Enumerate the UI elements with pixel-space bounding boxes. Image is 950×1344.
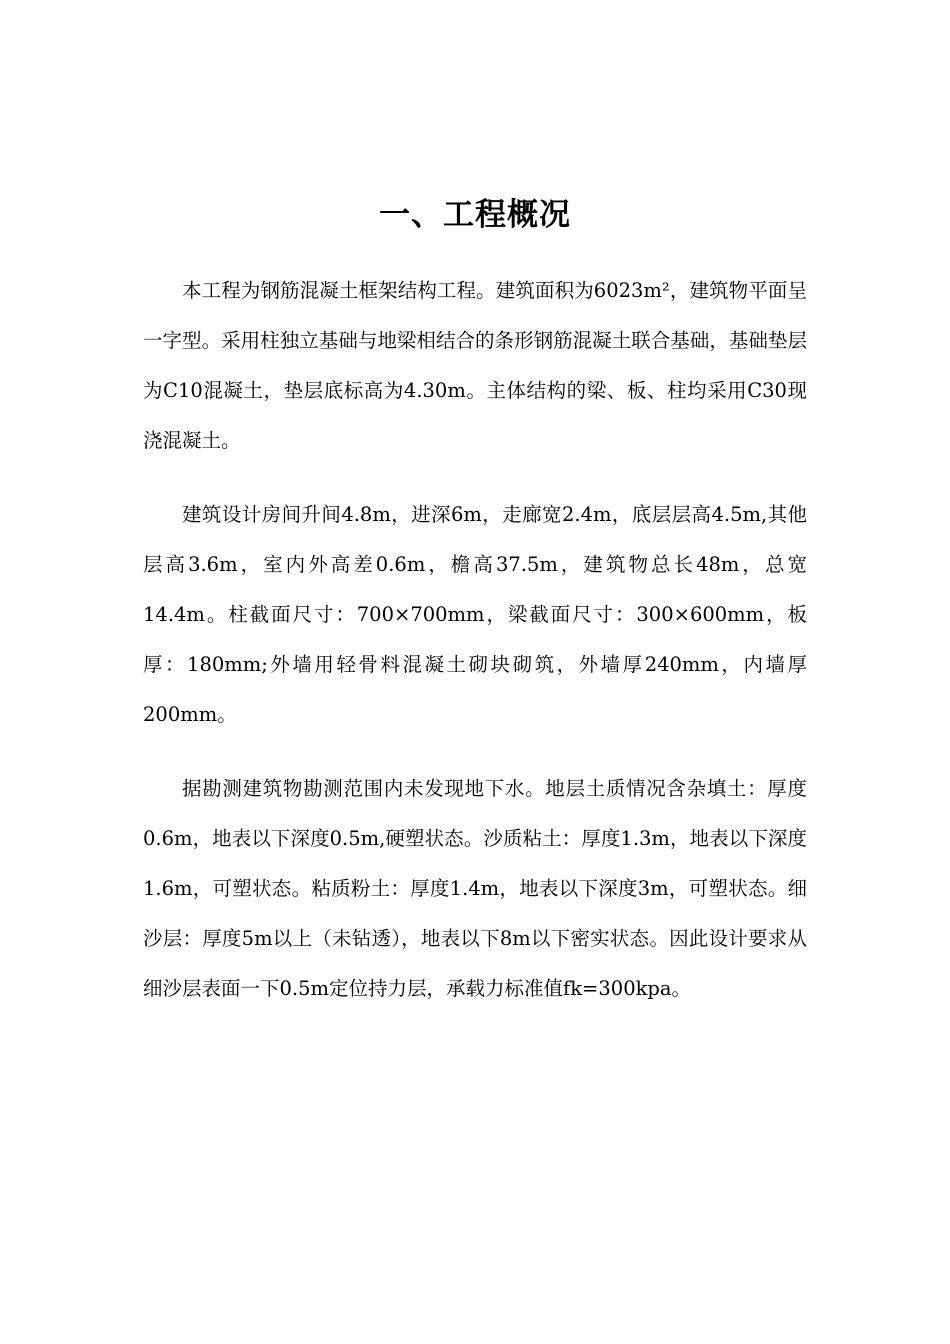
paragraph-project-overview: 本工程为钢筋混凝土框架结构工程。建筑面积为6023m²，建筑物平面呈一字型。采用柱独立基础与地梁相结合的条形钢筋混凝土联合基础，基础垫层为C10混凝土，垫层底标高为4.30m。主体结构的梁、板、柱均采用C30现浇混凝土。	[143, 279, 807, 452]
paragraph-geological-conditions: 据勘测建筑物勘测范围内未发现地下水。地层土质情况含杂填土：厚度0.6m，地表以下深度0.5m,硬塑状态。沙质粘土：厚度1.3m，地表以下深度1.6m，可塑状态。粘质粉土：厚度1.4m，地表以下深度3m，可塑状态。细沙层：厚度5m以上（未钻透），地表以下8m以下密实状态。因此设计要求从细沙层表面一下0.5m定位持力层，承载力标准值fk=300kpa。	[143, 777, 807, 1000]
document-body	[143, 266, 807, 1038]
section-title: 一、工程概况	[379, 197, 571, 233]
paragraph-building-dimensions: 建筑设计房间升间4.8m，进深6m，走廊宽2.4m，底层层高4.5m,其他层高3.6m，室内外高差0.6m，檐高37.5m，建筑物总长48m，总宽14.4m。柱截面尺寸：700×700mm，梁截面尺寸：300×600mm，板厚：180mm;外墙用轻骨料混凝土砌块砌筑，外墙厚240mm，内墙厚200mm。	[143, 503, 807, 726]
